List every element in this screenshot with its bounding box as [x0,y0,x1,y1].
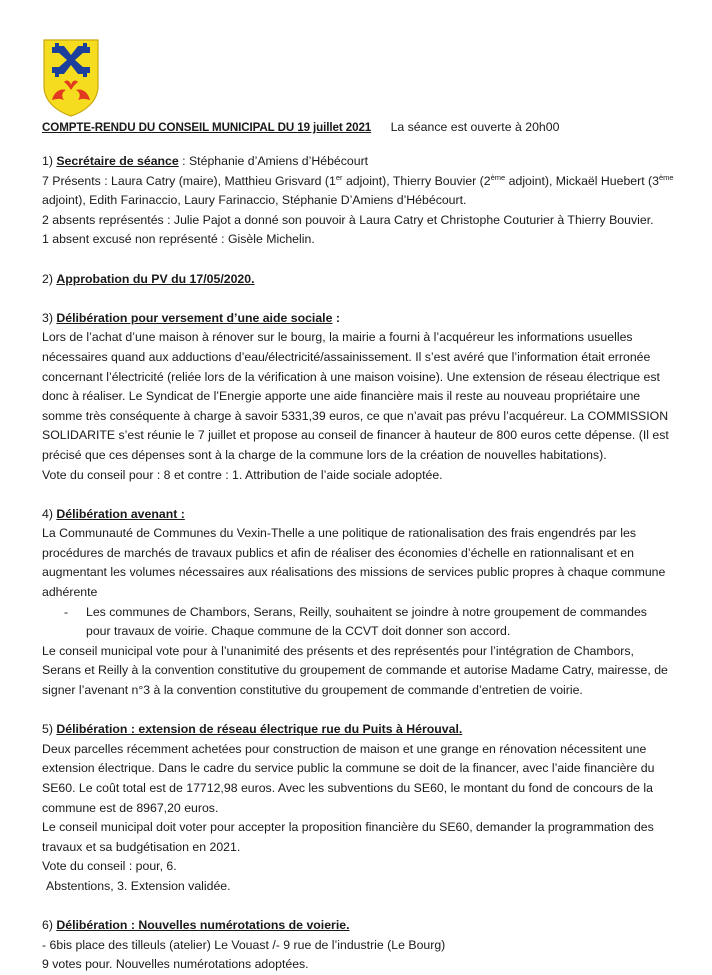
section-5-body: Deux parcelles récemment achetées pour construction de maison et une grange en rénovation nécessitent une extension électrique. Dans le cadre du service public la commune se doit de la financer, avec l’aide financière du SE60. Le coût total est de 17712,98 euros. Avec les subventions du SE60, le montant du fond de concours de la commune est de 8967,20 euros. [42,741,655,815]
section-6-vote: 9 votes pour. Nouvelles numérotations adoptées. [42,957,309,972]
section-4-body: La Communauté de Communes du Vexin-Thelle a une politique de rationalisation des frais engendrés par les procédures de marchés de travaux publics et afin de réaliser des économies d’échelle en rationnalisant et en augmentant les volumes nécessaires aux réalisations des missions de services public propres à chaque commune adhérente [42,526,666,600]
coat-of-arms-icon [42,38,100,118]
section-5-abstentions: Abstentions, 3. Extension validée. [46,878,231,893]
attendees-excused: 1 absent excusé non représenté : Gisèle Michelin. [42,232,315,247]
section-3-heading: 3) Délibération pour versement d’une aide sociale : [42,310,340,325]
report-title: COMPTE-RENDU DU CONSEIL MUNICIPAL DU 19 juillet 2021 [42,121,372,134]
section-4-bullet: - Les communes de Chambors, Serans, Reilly, souhaitent se joindre à notre groupement de commandes pour travaux de voirie. Chaque commune de la CCVT doit donner son accord. [64,604,647,639]
attendees-represented: 2 absents représentés : Julie Pajot a donné son pouvoir à Laura Catry et Christophe Couturier à Thierry Bouvier. [42,212,654,227]
attendees-present: 7 Présents : Laura Catry (maire), Matthieu Grisvard (1er adjoint), Thierry Bouvier (2ème adjoint), Mickaël Huebert (3ème adjoint), Edith Farinaccio, Laury Farinaccio, Stéphanie D’Amiens d’Hébécourt. [42,172,674,208]
section-3-social-aid [42,309,674,485]
section-2-pv-approval [42,270,674,290]
section-6-street-numbering [42,916,674,975]
section-3-vote: Vote du conseil pour : 8 et contre : 1. Attribution de l’aide sociale adoptée. [42,467,443,482]
section-4-heading: 4) Délibération avenant : [42,506,185,521]
section-2-heading: 2) Approbation du PV du 17/05/2020. [42,271,255,286]
section-5-body-2: Le conseil municipal doit voter pour accepter la proposition financière du SE60, demander la programmation des travaux et sa budgétisation en 2021. [42,820,654,854]
section-6-heading: 6) Délibération : Nouvelles numérotations de voierie. [42,918,350,933]
section-5-electric-extension [42,720,674,896]
section-4-amendment [42,505,674,701]
section-6-line: - 6bis place des tilleuls (atelier) Le Vouast /- 9 rue de l’industrie (Le Bourg) [42,937,446,952]
section-4-vote: Le conseil municipal vote pour à l’unanimité des présents et des représentés pour l’intégration de Chambors, Serans et Reilly à la convention constitutive du groupement de commande et autorise Madame Catry, mairesse, de signer l’avenant n°3 à la convention constitutive du groupement de commande d’entretien de voirie. [42,643,668,698]
section-5-vote: Vote du conseil : pour, 6. [42,859,177,874]
report-body [42,152,674,975]
section-5-heading: 5) Délibération : extension de réseau électrique rue du Puits à Hérouval. [42,722,463,737]
section-3-body: Lors de l’achat d’une maison à rénover sur le bourg, la mairie a fourni à l’acquéreur les informations usuelles nécessaires quand aux adductions d’eau/électricité/assainissement. Il s’est avéré que l’information était erronée concernant l’électricité (reliée lors de la vérification à une maison voisine). Une extension de réseau électrique est donc à réaliser. Le Syndicat de l’Energie apporte une aide financière mais il reste au nouveau propriétaire une somme très conséquente à charge à savoir 5331,39 euros, ce que n’avait pas prévu l’acquéreur. La COMMISSION SOLIDARITE s’est réunie le 7 juillet et propose au conseil de financer à hauteur de 800 euros cette dépense. (Il est précisé que ces dépenses sont à la charge de la commune lors de la création de nouvelles habitations). [42,330,669,462]
section-1-secretary [42,152,674,250]
session-opening-time: La séance est ouverte à 20h00 [390,120,560,134]
section-1-heading: 1) Secrétaire de séance : Stéphanie d’Amiens d’Hébécourt [42,154,369,168]
report-header [42,118,702,138]
